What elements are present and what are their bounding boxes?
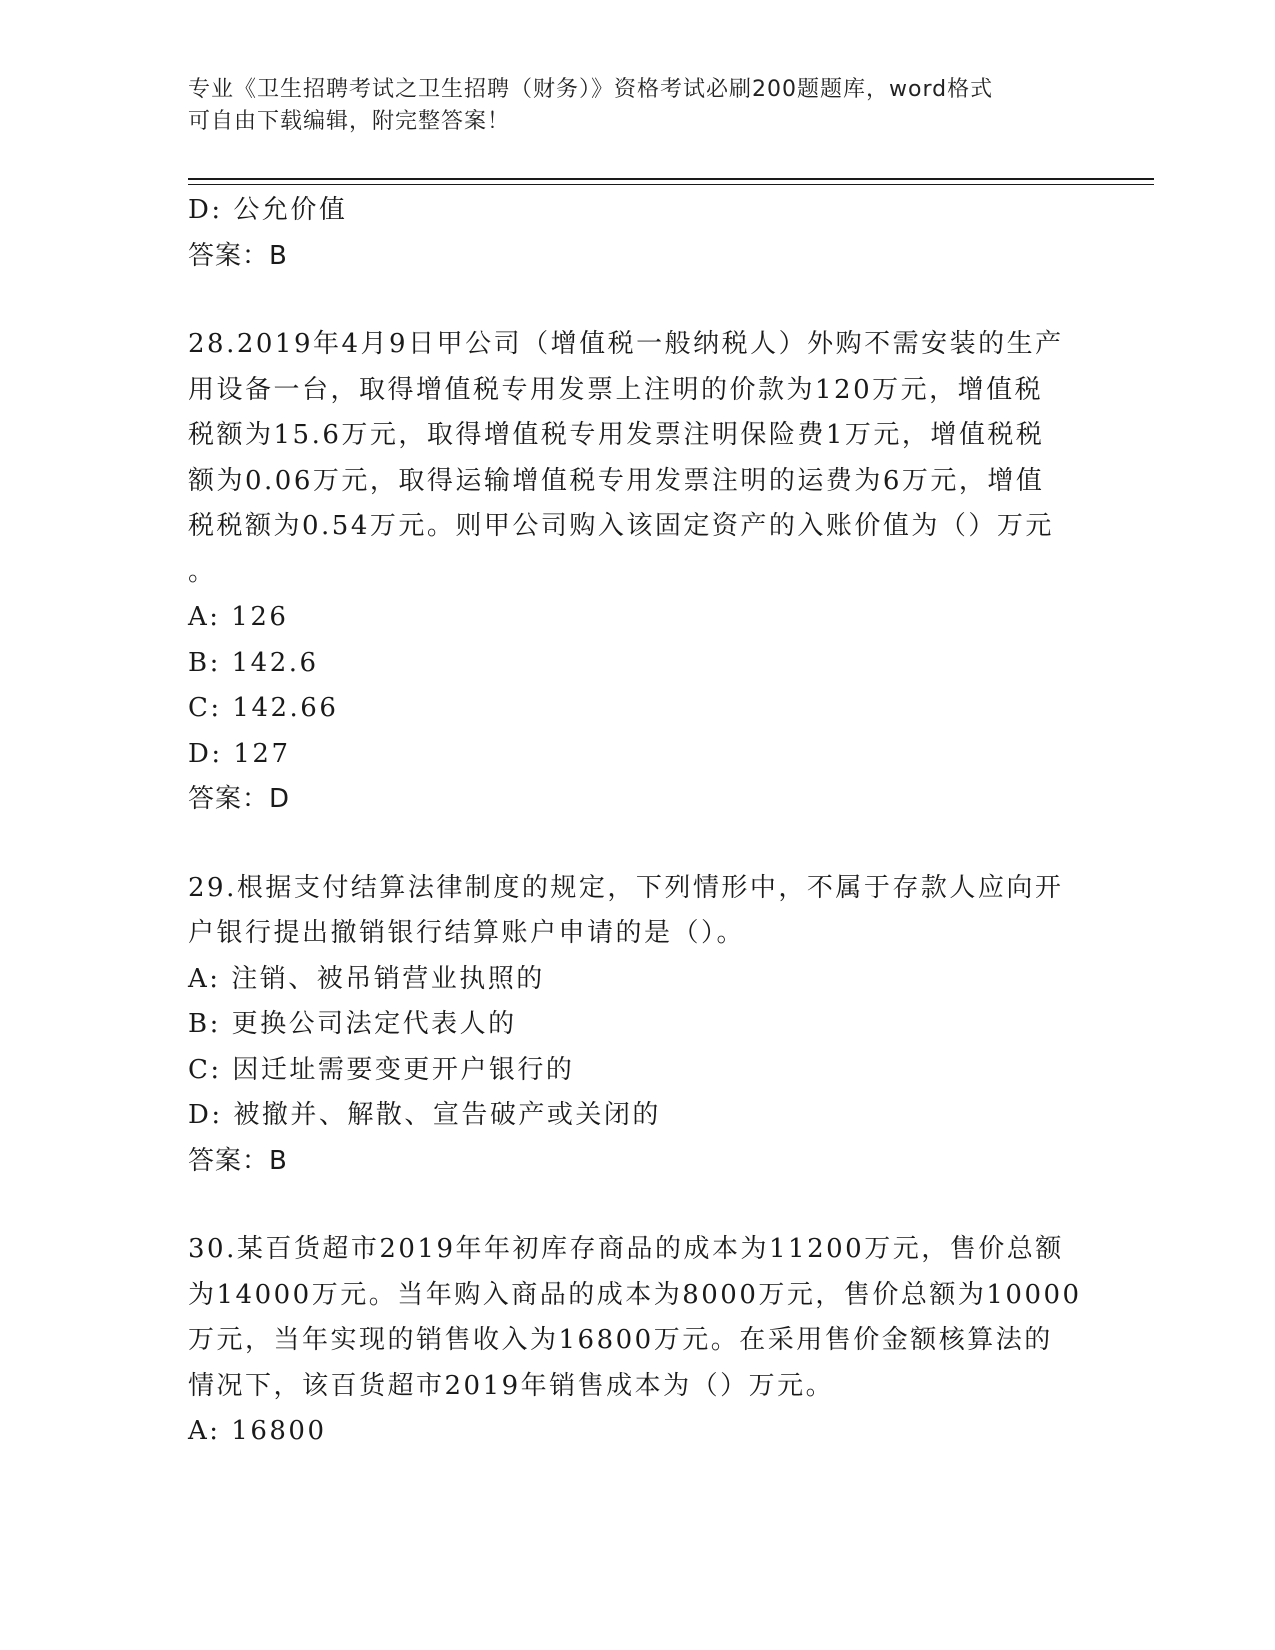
option-d: D: 公允价值 [188,195,348,225]
question-text-line: 30.某百货超市2019年年初库存商品的成本为11200万元，售价总额 [188,1234,1064,1264]
option-b: B: 142.6 [188,647,319,678]
option-a: A: 注销、被吊销营业执照的 [188,963,545,994]
header-line-1: 专业《卫生招聘考试之卫生招聘（财务）》资格考试必刷200题题库，word格式 [188,77,994,102]
answer-line: 答案：D [188,784,291,814]
question-30 [188,1227,1082,1455]
header-divider-thick [188,178,1154,180]
question-29 [188,866,1078,1185]
option-b: B: 更换公司法定代表人的 [188,1009,517,1039]
question-27-tail [188,188,1078,279]
question-text-line: 额为0.06万元，取得运输增值税专用发票注明的运费为6万元，增值 [188,465,1045,496]
header-line-2: 可自由下载编辑，附完整答案！ [188,109,511,134]
question-text-line: 税税额为0.54万元。则甲公司购入该固定资产的入账价值为（）万元 [188,511,1054,541]
question-text-line: 户银行提出撤销银行结算账户申请的是（）。 [188,918,746,948]
answer-line: 答案：B [188,240,288,271]
question-content [188,188,1082,1455]
document-header [188,74,1068,138]
question-text-line: 。 [188,556,217,587]
question-text-line: 28.2019年4月9日甲公司（增值税一般纳税人）外购不需安装的生产 [188,329,1064,359]
question-text-line: 情况下，该百货超市2019年销售成本为（）万元。 [188,1370,835,1401]
option-d: D: 被撤并、解散、宣告破产或关闭的 [188,1100,661,1130]
question-text-line: 万元，当年实现的销售收入为16800万元。在采用售价金额核算法的 [188,1325,1053,1355]
question-text-line: 用设备一台，取得增值税专用发票上注明的价款为120万元，增值税 [188,374,1044,405]
question-28 [188,322,1078,823]
question-text-line: 29.根据支付结算法律制度的规定，下列情形中，不属于存款人应向开 [188,872,1064,903]
option-d: D: 127 [188,738,291,769]
option-a: A: 16800 [188,1416,327,1446]
header-divider-thin [188,184,1154,185]
answer-line: 答案：B [188,1145,288,1176]
option-c: C: 142.66 [188,693,339,723]
option-c: C: 因迁址需要变更开户银行的 [188,1054,575,1085]
question-text-line: 为14000万元。当年购入商品的成本为8000万元，售价总额为10000 [188,1279,1082,1310]
question-text-line: 税额为15.6万元，取得增值税专用发票注明保险费1万元，增值税税 [188,420,1045,450]
option-a: A: 126 [188,602,289,632]
